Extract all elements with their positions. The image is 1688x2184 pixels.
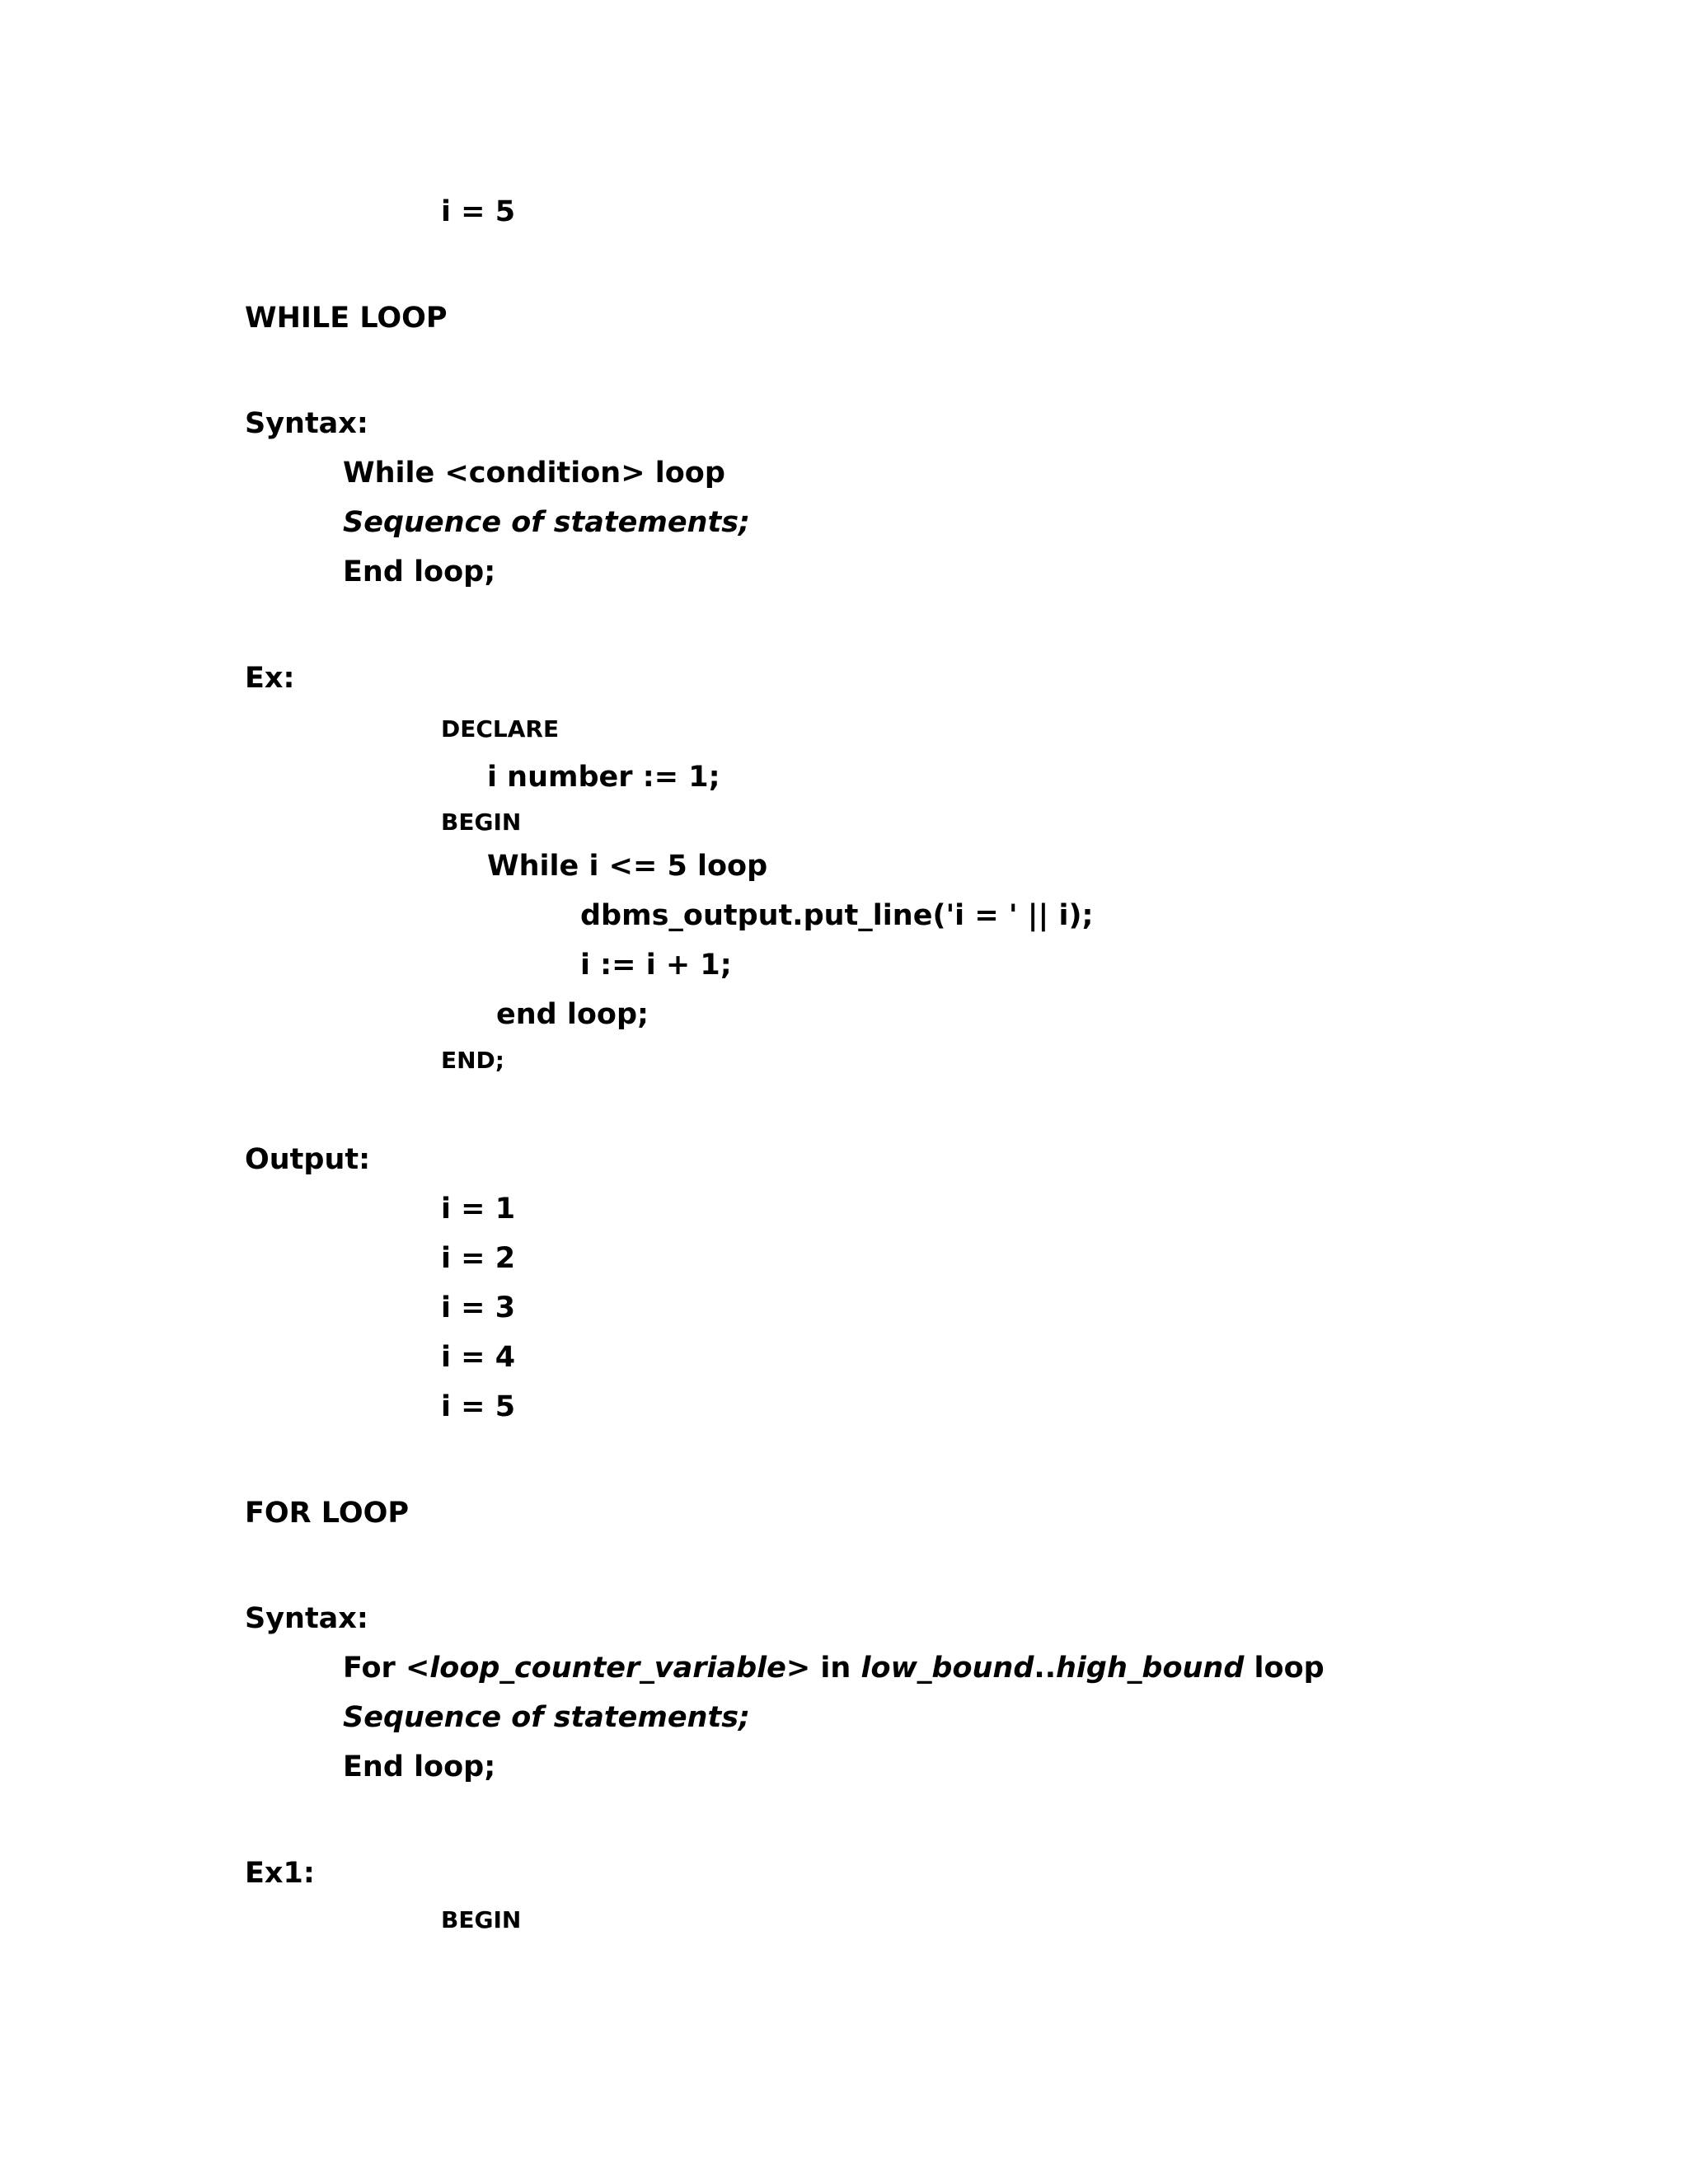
range-dots: .. bbox=[1034, 1652, 1056, 1685]
syntax-line: While <condition> loop bbox=[343, 457, 725, 490]
high-bound: high_bound bbox=[1056, 1652, 1245, 1685]
code-line: i := i + 1; bbox=[580, 949, 732, 982]
syntax-line: End loop; bbox=[343, 555, 496, 588]
code-line: DECLARE bbox=[441, 715, 560, 743]
in-keyword: in bbox=[810, 1652, 861, 1685]
example-label: Ex: bbox=[245, 662, 295, 695]
code-line: i number := 1; bbox=[487, 761, 720, 794]
code-line: BEGIN bbox=[441, 808, 522, 836]
section-heading-for-loop: FOR LOOP bbox=[245, 1497, 410, 1530]
example-label: Ex1: bbox=[245, 1857, 315, 1890]
code-line: dbms_output.put_line('i = ' || i); bbox=[580, 899, 1094, 932]
output-line: i = 1 bbox=[441, 1193, 516, 1226]
output-line: i = 5 bbox=[441, 195, 516, 228]
syntax-line: Sequence of statements; bbox=[343, 1701, 751, 1734]
low-bound: low_bound bbox=[860, 1652, 1034, 1685]
syntax-line: End loop; bbox=[343, 1750, 496, 1783]
syntax-line: Sequence of statements; bbox=[343, 506, 751, 539]
code-line: BEGIN bbox=[441, 1906, 522, 1933]
loop-keyword: loop bbox=[1244, 1652, 1325, 1685]
output-label: Output: bbox=[245, 1143, 371, 1176]
output-line: i = 3 bbox=[441, 1291, 516, 1324]
code-line: While i <= 5 loop bbox=[487, 850, 768, 883]
syntax-label: Syntax: bbox=[245, 1602, 368, 1635]
for-keyword: For bbox=[343, 1652, 406, 1685]
output-line: i = 5 bbox=[441, 1390, 516, 1423]
syntax-label: Syntax: bbox=[245, 407, 368, 440]
loop-counter-variable: <loop_counter_variable> bbox=[405, 1652, 811, 1685]
syntax-line bbox=[343, 1651, 1325, 1685]
code-line: END; bbox=[441, 1047, 504, 1074]
output-line: i = 2 bbox=[441, 1242, 516, 1275]
code-line: end loop; bbox=[496, 998, 649, 1031]
output-line: i = 4 bbox=[441, 1341, 516, 1374]
section-heading-while-loop: WHILE LOOP bbox=[245, 302, 448, 335]
